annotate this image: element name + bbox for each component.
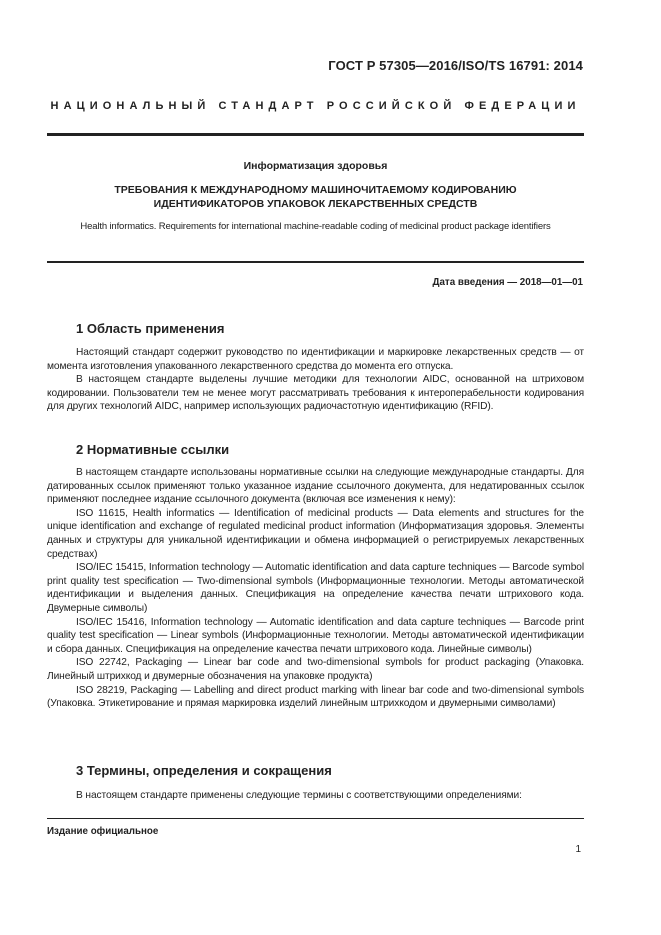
official-edition-label: Издание официальное: [47, 826, 159, 837]
section-2-body: [47, 466, 584, 711]
document-subject: Информатизация здоровья: [243, 160, 388, 172]
page-number: 1: [575, 844, 581, 855]
introduction-date: Дата введения — 2018—01—01: [432, 277, 583, 288]
paragraph: В настоящем стандарте применены следующие термины с соответствующими определениями:: [76, 790, 522, 801]
document-title-english: Health informatics. Requirements for international machine-readable coding of medicinal product package identifiers: [80, 221, 551, 232]
header-divider: [47, 133, 584, 136]
paragraph: Настоящий стандарт содержит руководство по идентификации и маркировке лекарственных средств — от момента изготовления упакованного лекарственного средства до момента его отпуска.: [47, 347, 584, 372]
document-title-line1: ТРЕБОВАНИЯ К МЕЖДУНАРОДНОМУ МАШИНОЧИТАЕМОМУ КОДИРОВАНИЮ: [114, 184, 517, 196]
standard-code: ГОСТ Р 57305—2016/ISO/TS 16791: 2014: [328, 58, 583, 73]
section-1-body: [47, 346, 584, 414]
section-1-heading: 1 Область применения: [76, 321, 225, 336]
section-3-heading: 3 Термины, определения и сокращения: [76, 763, 332, 778]
reference-item: ISO 11615, Health informatics — Identification of medicinal products — Data elements and structures for the unique identification and exchange of regulated medicinal product information (Информатизация здоровья. Элементы данных и структуры для уникальной идентификации и обмена информацией о регистрируемых лекарственных средствах): [47, 507, 584, 560]
reference-item: ISO/IEC 15416, Information technology — Automatic identification and data capture techniques — Barcode print quality test specification — Linear symbols (Информационные технологии. Методы автоматической идентификации и сбора данных. Спецификация на определение качества печати штрихового кода. Линейные символы): [47, 616, 584, 655]
paragraph: В настоящем стандарте выделены лучшие методики для технологии AIDC, основанной на штриховом кодировании. Пользователи тем не менее могут рассматривать требования к интероперабельности кодирования для других технологий AIDC, например использующих радиочастотную идентификацию (RFID).: [47, 374, 584, 413]
reference-item: ISO 22742, Packaging — Linear bar code and two-dimensional symbols for product packaging (Упаковка. Линейный штрихкод и двумерные обозначения на упаковке продукта): [47, 657, 584, 682]
footer-divider: [47, 818, 584, 819]
reference-item: ISO 28219, Packaging — Labelling and direct product marking with linear bar code and two-dimensional symbols (Упаковка. Этикетирование и прямая маркировка изделий линейным штрихкодом и двумерными символами): [47, 684, 584, 710]
document-title: [47, 183, 584, 211]
section-2-heading: 2 Нормативные ссылки: [76, 442, 230, 457]
national-standard-banner: НАЦИОНАЛЬНЫЙ СТАНДАРТ РОССИЙСКОЙ ФЕДЕРАЦИИ: [50, 100, 581, 112]
title-divider: [47, 261, 584, 263]
document-title-line2: ИДЕНТИФИКАТОРОВ УПАКОВОК ЛЕКАРСТВЕННЫХ СРЕДСТВ: [153, 198, 478, 210]
section-3-body: [47, 789, 584, 803]
reference-item: ISO/IEC 15415, Information technology — Automatic identification and data capture techniques — Barcode symbol print quality test specification — Two-dimensional symbols (Информационные технологии. Методы автоматической идентификации и выделения данных. Спецификация на определение качества печати штрихового кода. Двумерные символы): [47, 562, 584, 614]
paragraph: В настоящем стандарте использованы нормативные ссылки на следующие международные стандарты. Для датированных ссылок применяют только указанное издание ссылочного документа, для недатированных ссылок применяют последнее издание ссылочного документа (включая все изменения к нему):: [47, 467, 584, 506]
